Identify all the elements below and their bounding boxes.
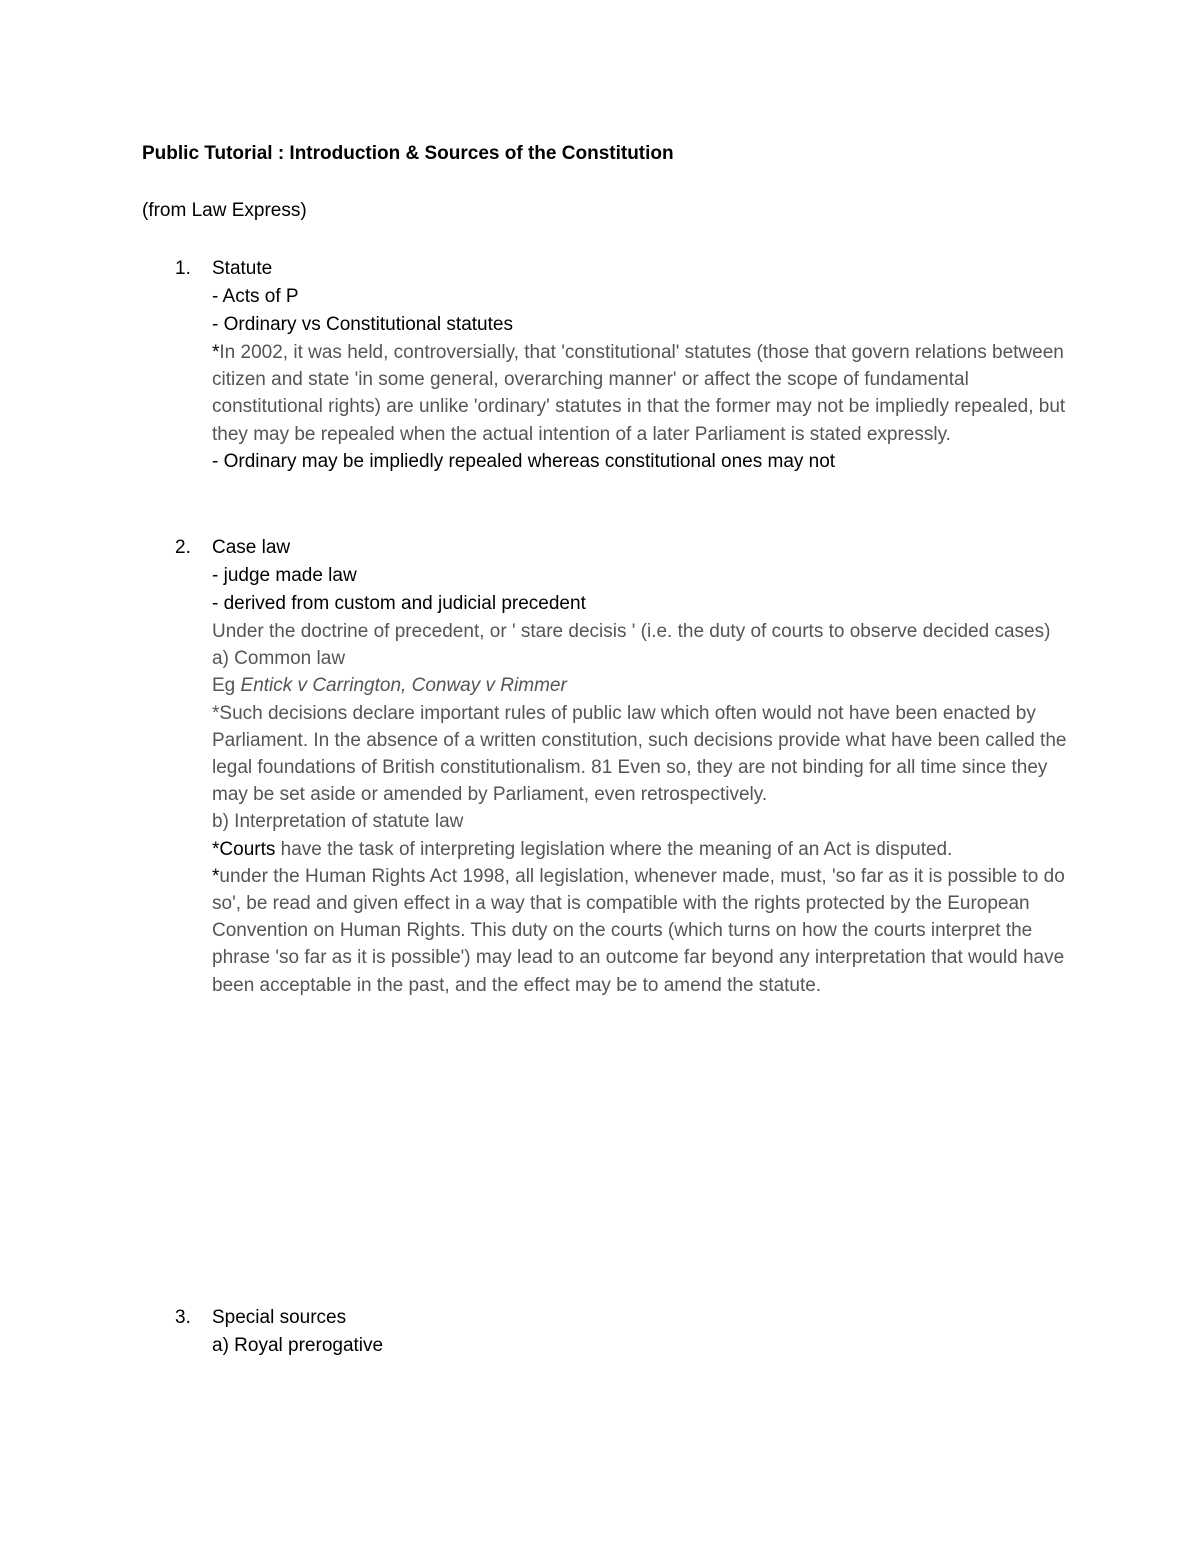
hra-asterisk: * xyxy=(212,865,220,887)
list-heading: Statute xyxy=(212,258,273,279)
interpretation-heading: b) Interpretation of statute law xyxy=(212,811,464,833)
source-note: (from Law Express) xyxy=(142,200,307,221)
note-asterisk: * xyxy=(212,342,220,363)
list-point: - derived from custom and judicial precedent xyxy=(212,593,586,614)
list-heading: Case law xyxy=(212,537,291,558)
list-point: a) Royal prerogative xyxy=(212,1335,384,1356)
list-item-body xyxy=(212,255,1072,476)
common-law-example xyxy=(212,672,1072,699)
example-cases: Entick v Carrington, Conway v Rimmer xyxy=(240,675,567,697)
list-point: - judge made law xyxy=(212,565,357,586)
common-law-heading: a) Common law xyxy=(212,648,346,670)
list-item-body xyxy=(212,534,1072,999)
statute-conclusion: - Ordinary may be impliedly repealed whereas constitutional ones may not xyxy=(212,450,836,472)
example-prefix: Eg xyxy=(212,675,241,697)
statute-note-paragraph xyxy=(212,339,1072,448)
precedent-paragraph: Under the doctrine of precedent, or ' stare decisis ' (i.e. the duty of courts to observe decided cases) xyxy=(212,621,1051,642)
courts-word: Courts xyxy=(219,838,276,860)
courts-note xyxy=(212,836,1072,863)
list-number: 1. xyxy=(175,258,191,279)
list-point: - Ordinary vs Constitutional statutes xyxy=(212,314,513,335)
document-title: Public Tutorial : Introduction & Sources of the Constitution xyxy=(142,143,674,164)
list-item-body xyxy=(212,1304,1072,1360)
list-point: - Acts of P xyxy=(212,286,299,307)
courts-rest: have the task of interpreting legislation where the meaning of an Act is disputed. xyxy=(275,838,953,860)
note-text: In 2002, it was held, controversially, that 'constitutional' statutes (those that govern relations between citizen and state 'in some general, overarching manner' or affect the scope of fundamental constitutional rights) are unlike 'ordinary' statutes in that the former may not be impliedly repealed, but they may be repealed when the actual intention of a later Parliament is stated expressly. xyxy=(212,342,1066,445)
list-number: 2. xyxy=(175,537,191,558)
list-number: 3. xyxy=(175,1307,191,1328)
common-law-note: *Such decisions declare important rules of public law which often would not have been enacted by Parliament. In the absence of a written constitution, such decisions provide what have been called the legal foundations of British constitutionalism. 81 Even so, they are not binding for all time since they may be set aside or amended by Parliament, even retrospectively. xyxy=(212,702,1067,806)
hra-note xyxy=(212,863,1072,999)
hra-text: under the Human Rights Act 1998, all legislation, whenever made, must, 'so far as it is possible to do so', be read and given effect in a way that is compatible with the rights protected by the European Convention on Human Rights. This duty on the courts (which turns on how the courts interpret the phrase 'so far as it is possible') may lead to an outcome far beyond any interpretation that would have been acceptable in the past, and the effect may be to amend the statute. xyxy=(212,865,1065,996)
list-heading: Special sources xyxy=(212,1307,347,1328)
courts-asterisk: * xyxy=(212,838,220,860)
